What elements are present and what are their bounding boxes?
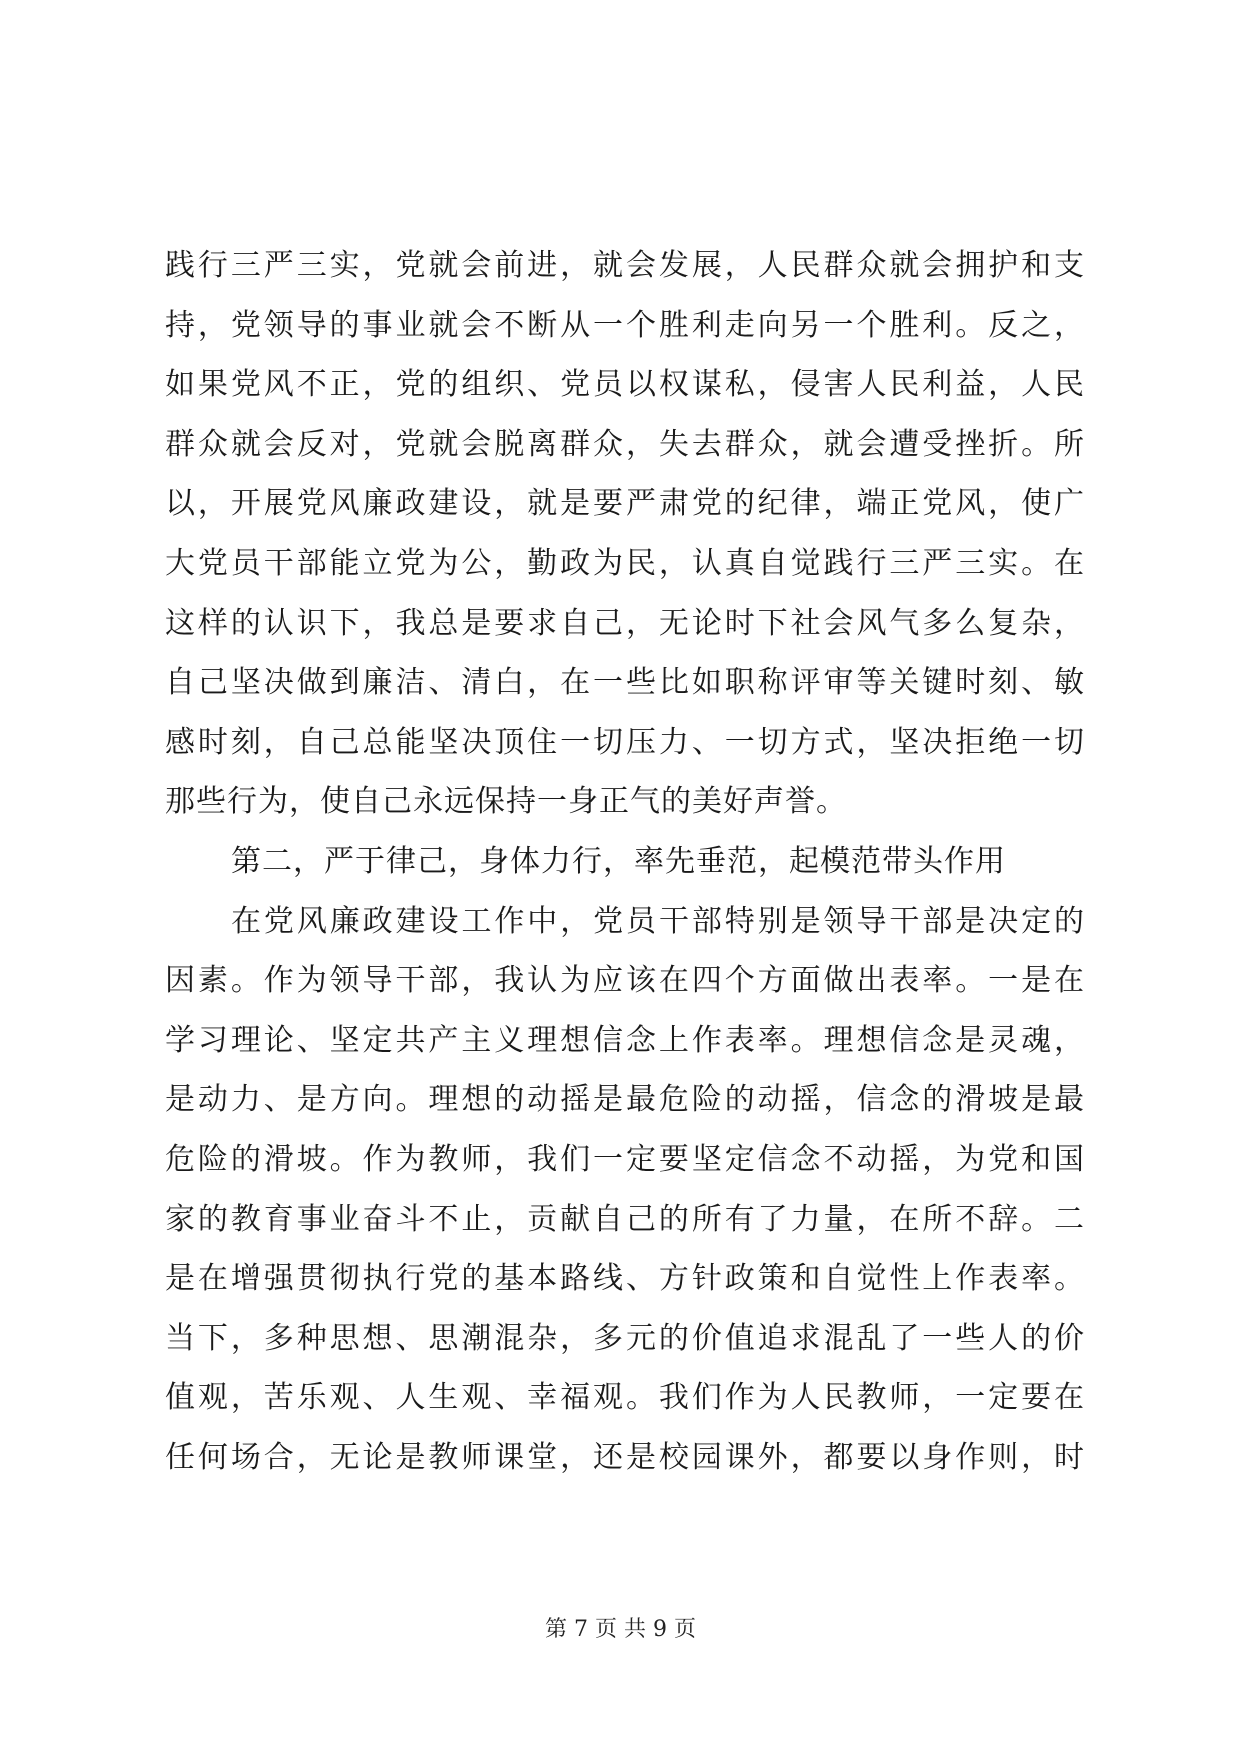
text-line: 学习理论、坚定共产主义理想信念上作表率。理想信念是灵魂， bbox=[165, 1022, 1085, 1058]
text-line: 任何场合，无论是教师课堂，还是校园课外，都要以身作则，时 bbox=[165, 1439, 1085, 1475]
text-line: 大党员干部能立党为公，勤政为民，认真自觉践行三严三实。在 bbox=[165, 545, 1085, 581]
section-heading: 第二，严于律己，身体力行，率先垂范，起模范带头作用 bbox=[231, 843, 1006, 879]
text-line: 感时刻，自己总能坚决顶住一切压力、一切方式，坚决拒绝一切 bbox=[165, 724, 1085, 760]
text-line: 以，开展党风廉政建设，就是要严肃党的纪律，端正党风，使广 bbox=[165, 486, 1085, 522]
text-line: 值观，苦乐观、人生观、幸福观。我们作为人民教师，一定要在 bbox=[165, 1380, 1085, 1416]
text-line: 是在增强贯彻执行党的基本路线、方针政策和自觉性上作表率。 bbox=[165, 1261, 1085, 1297]
body-text bbox=[165, 236, 1085, 1487]
text-line: 是动力、是方向。理想的动摇是最危险的动摇，信念的滑坡是最 bbox=[165, 1082, 1085, 1118]
page-number: 第 7 页 共 9 页 bbox=[545, 1617, 696, 1642]
text-line: 如果党风不正，党的组织、党员以权谋私，侵害人民利益，人民 bbox=[165, 367, 1085, 403]
text-line: 这样的认识下，我总是要求自己，无论时下社会风气多么复杂， bbox=[165, 605, 1085, 641]
text-line: 自己坚决做到廉洁、清白，在一些比如职称评审等关键时刻、敏 bbox=[165, 665, 1085, 701]
text-line: 践行三严三实，党就会前进，就会发展，人民群众就会拥护和支 bbox=[165, 248, 1085, 283]
text-line: 当下，多种思想、思潮混杂，多元的价值追求混乱了一些人的价 bbox=[165, 1320, 1085, 1356]
text-line: 因素。作为领导干部，我认为应该在四个方面做出表率。一是在 bbox=[165, 963, 1085, 999]
text-line: 持，党领导的事业就会不断从一个胜利走向另一个胜利。反之， bbox=[165, 307, 1085, 343]
paragraph-first-line: 在党风廉政建设工作中，党员干部特别是领导干部是决定的 bbox=[231, 903, 1085, 939]
text-line: 群众就会反对，党就会脱离群众，失去群众，就会遭受挫折。所 bbox=[165, 426, 1085, 462]
text-line: 家的教育事业奋斗不止，贡献自己的所有了力量，在所不辞。二 bbox=[165, 1201, 1085, 1237]
text-line: 危险的滑坡。作为教师，我们一定要坚定信念不动摇，为党和国 bbox=[165, 1141, 1085, 1177]
text-line: 那些行为，使自己永远保持一身正气的美好声誉。 bbox=[165, 784, 847, 820]
